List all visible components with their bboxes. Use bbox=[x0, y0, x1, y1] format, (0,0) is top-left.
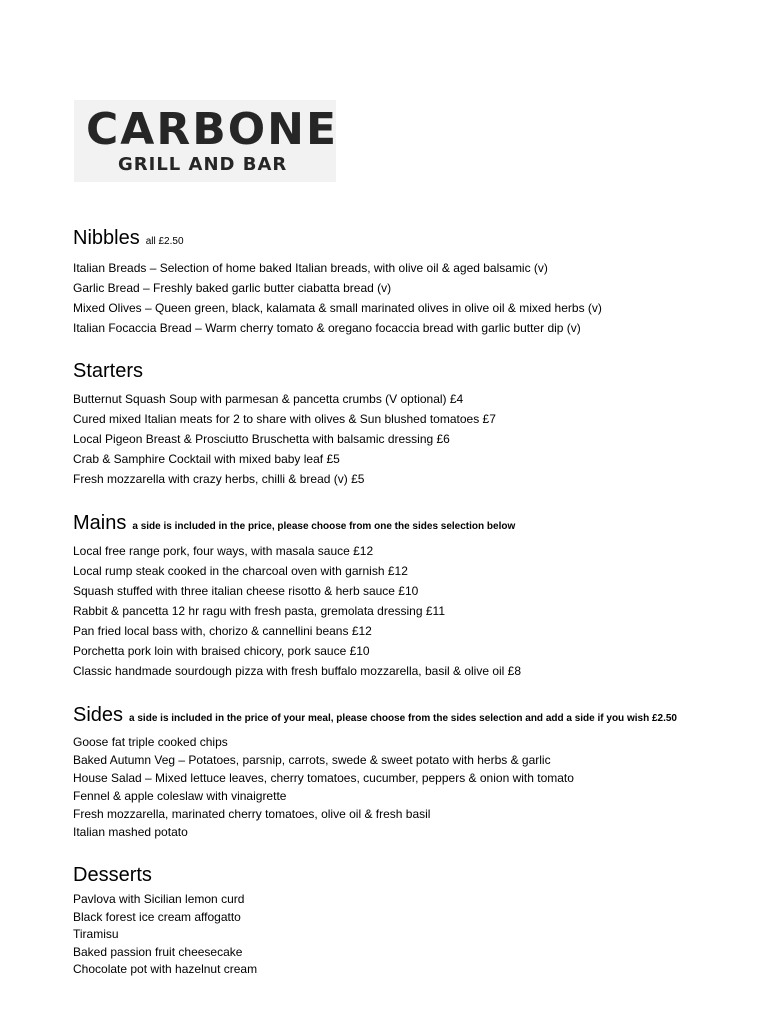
menu-item: Fresh mozzarella with crazy herbs, chilli & bread (v) £5 bbox=[73, 472, 365, 486]
section-nibbles bbox=[73, 226, 763, 338]
section-heading bbox=[73, 511, 763, 535]
menu-item: Mixed Olives – Queen green, black, kalamata & small marinated olives in olive oil & mixed herbs (v) bbox=[73, 301, 602, 315]
menu-item: Fennel & apple coleslaw with vinaigrette bbox=[73, 789, 287, 803]
menu-item: Crab & Samphire Cocktail with mixed baby leaf £5 bbox=[73, 452, 340, 466]
menu-items-list bbox=[73, 389, 763, 489]
menu-item: Rabbit & pancetta 12 hr ragu with fresh pasta, gremolata dressing £11 bbox=[73, 604, 445, 618]
section-title: Mains bbox=[73, 512, 127, 534]
menu-items-list bbox=[73, 258, 763, 338]
menu-item: Porchetta pork loin with braised chicory, pork sauce £10 bbox=[73, 644, 370, 658]
menu-item: Local free range pork, four ways, with masala sauce £12 bbox=[73, 544, 374, 558]
menu-item: Black forest ice cream affogatto bbox=[73, 909, 241, 924]
logo-tagline: GRILL AND BAR bbox=[118, 154, 288, 175]
menu-item: Italian mashed potato bbox=[73, 825, 188, 839]
menu-item: Italian Breads – Selection of home baked Italian breads, with olive oil & aged balsamic (v) bbox=[73, 261, 548, 275]
menu-items-list bbox=[73, 541, 763, 681]
section-desserts bbox=[73, 863, 763, 979]
section-note: a side is included in the price of your meal, please choose from the sides selection and add a side if you wish £2.50 bbox=[129, 713, 677, 724]
menu-item: Garlic Bread – Freshly baked garlic butter ciabatta bread (v) bbox=[73, 281, 392, 295]
menu-item: Cured mixed Italian meats for 2 to share with olives & Sun blushed tomatoes £7 bbox=[73, 412, 496, 426]
section-title: Starters bbox=[73, 360, 144, 382]
section-heading bbox=[73, 226, 763, 250]
section-sides bbox=[73, 703, 763, 841]
section-note: all £2.50 bbox=[145, 236, 184, 247]
menu-item: Pan fried local bass with, chorizo & cannellini beans £12 bbox=[73, 624, 372, 638]
menu-item: Goose fat triple cooked chips bbox=[73, 735, 228, 749]
menu-item: Tiramisu bbox=[73, 927, 119, 941]
section-title: Nibbles bbox=[73, 227, 140, 249]
section-title: Sides bbox=[73, 704, 124, 726]
menu-item: Local Pigeon Breast & Prosciutto Bruschetta with balsamic dressing £6 bbox=[73, 432, 450, 446]
logo-name: CARBONE bbox=[86, 104, 339, 155]
section-heading bbox=[73, 359, 763, 383]
menu-item: House Salad – Mixed lettuce leaves, cherry tomatoes, cucumber, peppers & onion with tomato bbox=[73, 771, 574, 785]
menu-item: Squash stuffed with three italian cheese risotto & herb sauce £10 bbox=[73, 584, 419, 598]
section-heading bbox=[73, 703, 763, 727]
section-title: Desserts bbox=[73, 864, 152, 886]
section-starters bbox=[73, 359, 763, 489]
menu-item: Italian Focaccia Bread – Warm cherry tomato & oregano focaccia bread with garlic butter dip (v) bbox=[73, 321, 581, 335]
menu-items-list bbox=[73, 733, 763, 841]
menu-item: Local rump steak cooked in the charcoal oven with garnish £12 bbox=[73, 564, 408, 578]
logo bbox=[74, 100, 339, 182]
menu-item: Pavlova with Sicilian lemon curd bbox=[73, 892, 245, 906]
menu-item: Classic handmade sourdough pizza with fresh buffalo mozzarella, basil & olive oil £8 bbox=[73, 664, 522, 678]
menu-item: Butternut Squash Soup with parmesan & pancetta crumbs (V optional) £4 bbox=[73, 392, 464, 406]
menu-items-list bbox=[73, 891, 763, 979]
section-heading bbox=[73, 863, 763, 887]
menu-item: Baked Autumn Veg – Potatoes, parsnip, carrots, swede & sweet potato with herbs & garlic bbox=[73, 753, 551, 767]
menu-item: Baked passion fruit cheesecake bbox=[73, 944, 243, 959]
section-note: a side is included in the price, please choose from one the sides selection below bbox=[132, 521, 516, 532]
section-mains bbox=[73, 511, 763, 681]
menu-item: Fresh mozzarella, marinated cherry tomatoes, olive oil & fresh basil bbox=[73, 807, 431, 821]
menu-item: Chocolate pot with hazelnut cream bbox=[73, 962, 258, 976]
